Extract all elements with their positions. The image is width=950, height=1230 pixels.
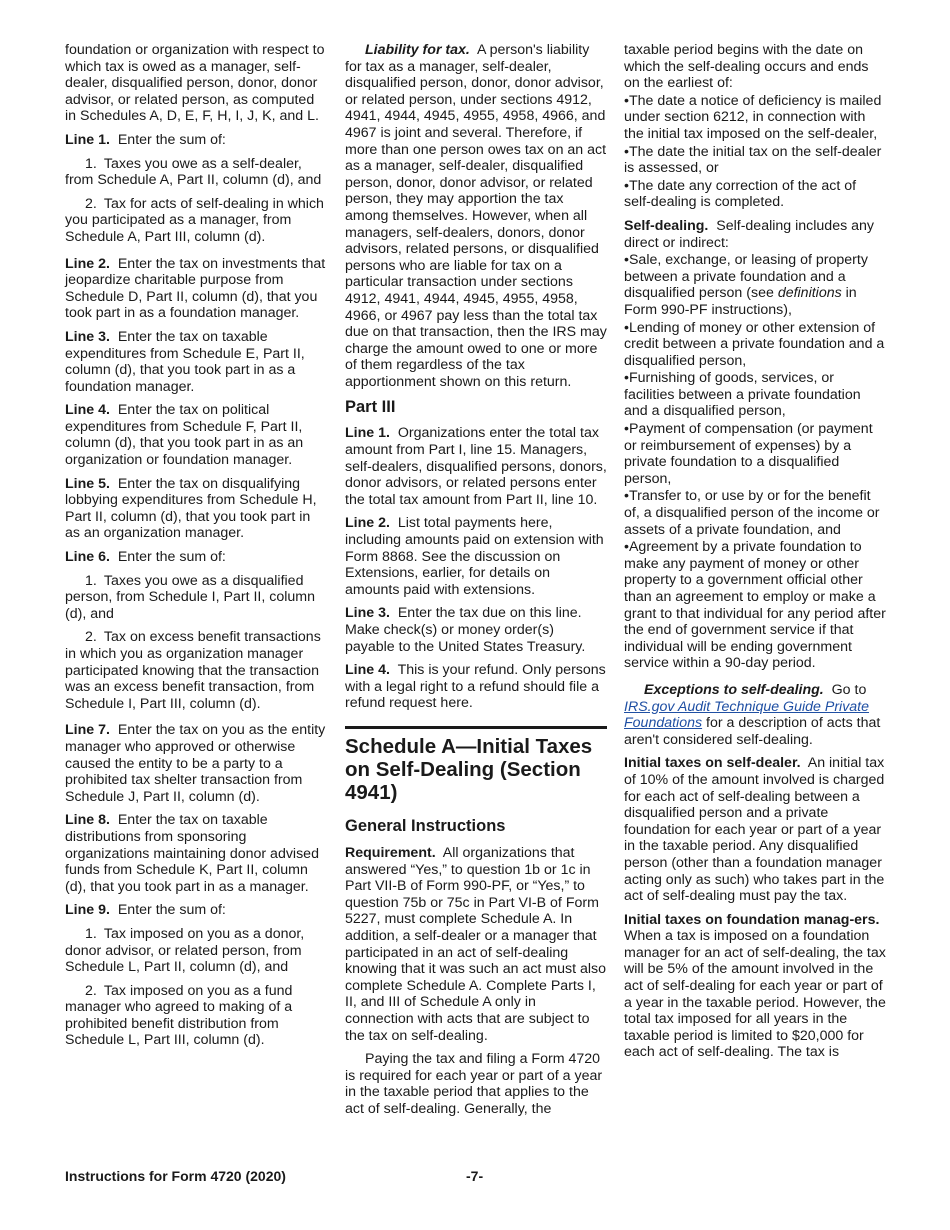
line-6 bbox=[65, 549, 327, 566]
bullet-text: Transfer to, or use by or for the benefit of, a disqualified person of the income or assets of a private foundation, and bbox=[624, 488, 880, 538]
bullet-item bbox=[624, 144, 886, 177]
line-label: Line 2. bbox=[65, 255, 110, 272]
bullet-item bbox=[624, 539, 886, 672]
audit-guide-link[interactable]: IRS.gov Audit Technique Guide Private Foundations bbox=[624, 698, 870, 732]
line-8 bbox=[65, 812, 327, 895]
initial-tax-label: Initial taxes on foundation manag-ers. bbox=[624, 911, 880, 928]
line-2 bbox=[65, 256, 327, 322]
self-dealing-label: Self-dealing. bbox=[624, 217, 709, 234]
line-5 bbox=[65, 476, 327, 542]
exceptions-paragraph bbox=[624, 682, 886, 748]
self-dealing-paragraph bbox=[624, 218, 886, 251]
line-label: Line 2. bbox=[345, 515, 390, 532]
line-label: Line 3. bbox=[65, 328, 110, 345]
paragraph: foundation or organization with respect to which tax is owed as a manager, self-dealer, disqualified person, donor, donor advisor, or related person, as computed in Schedules A, D, E, F, H, I, J, K, and L. bbox=[65, 42, 325, 125]
line-label: Line 4. bbox=[345, 662, 390, 679]
sub-item: 2. Tax imposed on you as a fund manager who agreed to making of a prohibited benefit distribution from Schedule L, Part III, column (d). bbox=[65, 982, 293, 1049]
line-text: Enter the tax on taxable expenditures from Schedule E, Part II, column (d), that you took part in as a foundation manager. bbox=[65, 328, 305, 395]
paying-paragraph: Paying the tax and filing a Form 4720 is required for each year or part of a year in the taxable period that applies to the act of self-dealing. Generally, the bbox=[345, 1051, 603, 1117]
column-left bbox=[65, 42, 327, 1056]
bullet-text: Lending of money or other extension of credit between a private foundation and a disqualified person, bbox=[624, 319, 885, 369]
initial-tax-self-dealer-paragraph bbox=[624, 755, 886, 904]
bullet-item bbox=[624, 370, 886, 420]
line-label: Line 3. bbox=[345, 605, 390, 622]
line-text: Enter the tax on you as the entity manager who approved or otherwise caused the entity to be a party to a prohibited tax shelter transaction from Schedule J, Part II, column (d). bbox=[65, 722, 326, 805]
bullet-icon: • bbox=[624, 252, 629, 269]
footer-form-title: Instructions for Form 4720 (2020) bbox=[65, 1168, 286, 1184]
liability-label: Liability for tax. bbox=[365, 42, 470, 58]
line-text: Enter the sum of: bbox=[117, 902, 226, 919]
bullet-text: The date a notice of deficiency is mailed under section 6212, in connection with the initial tax imposed on the self-dealer, bbox=[624, 92, 882, 142]
part3-line-3 bbox=[345, 605, 607, 655]
bullet-icon: • bbox=[624, 177, 629, 194]
line-text: Enter the tax on taxable distributions from sponsoring organizations maintaining donor advised funds from Schedule K, Part II, column (d), that you took part in as a manager. bbox=[65, 812, 319, 895]
line-text: Enter the tax on political expenditures from Schedule F, Part II, column (d), that you took part in as an organization or foundation manager. bbox=[65, 402, 304, 469]
line-label: Line 7. bbox=[65, 722, 110, 739]
sub-item: 1. Taxes you owe as a self-dealer, from Schedule A, Part II, column (d), and bbox=[65, 155, 322, 189]
line-text: Organizations enter the total tax amount from Part I, line 15. Managers, self-dealers, disqualified persons, donors, donor advisors, or related persons enter the total tax amount from Part II, line 10. bbox=[345, 425, 607, 508]
line-label: Line 5. bbox=[65, 475, 110, 492]
part-iii-heading: Part III bbox=[345, 398, 396, 417]
bullet-icon: • bbox=[624, 92, 629, 109]
initial-tax-text: An initial tax of 10% of the amount involved is charged for each act of self-dealing between a disqualified person and a private foundation for each year or part of a year in the taxable period. Any disqualified person (other than a foundation manager acting only as such) who takes part in the act of self-dealing must pay the tax. bbox=[624, 755, 885, 905]
bullet-icon: • bbox=[624, 370, 629, 387]
schedule-a-title: Schedule A—Initial Taxes on Self-Dealing (Section 4941) bbox=[345, 734, 593, 804]
bullet-icon: • bbox=[624, 488, 629, 505]
part3-line-2 bbox=[345, 515, 607, 598]
line-text: List total payments here, including amounts paid on extension with Form 8868. See the discussion on Extensions, earlier, for details on amounts paid with extensions. bbox=[345, 515, 604, 598]
liability-paragraph bbox=[345, 42, 607, 390]
line-text: Enter the sum of: bbox=[117, 549, 226, 566]
line-text: This is your refund. Only persons with a legal right to a refund should file a refund request here. bbox=[345, 662, 606, 712]
line-label: Line 4. bbox=[65, 402, 110, 419]
part3-line-4 bbox=[345, 662, 607, 712]
bullet-icon: • bbox=[624, 319, 629, 336]
line-label: Line 6. bbox=[65, 549, 110, 566]
bullet-text: The date the initial tax on the self-dealer is assessed, or bbox=[624, 143, 882, 177]
line-7 bbox=[65, 722, 327, 805]
line-text: Enter the tax on investments that jeopardize charitable purpose from Schedule D, Part II, column (d), that you took part in as a foundation manager. bbox=[65, 255, 326, 322]
line-label: Line 8. bbox=[65, 812, 110, 829]
bullet-item bbox=[624, 488, 886, 538]
line-label: Line 1. bbox=[345, 425, 390, 442]
bullet-icon: • bbox=[624, 539, 629, 556]
column-right bbox=[624, 42, 886, 1068]
bullet-text: in Form 990-PF instructions), bbox=[624, 285, 857, 318]
part3-line-1 bbox=[345, 425, 607, 508]
paragraph: taxable period begins with the date on which the self-dealing occurs and ends on the earliest of: bbox=[624, 42, 869, 92]
line-4 bbox=[65, 402, 327, 468]
line-text: Enter the tax on disqualifying lobbying expenditures from Schedule H, Part II, column (d), that you took part in as an organization manager. bbox=[65, 475, 317, 542]
column-middle bbox=[345, 42, 607, 1124]
line-3 bbox=[65, 329, 327, 395]
sub-item: 2. Tax for acts of self-dealing in which you participated as a manager, from Schedule A, Part III, column (d). bbox=[65, 195, 324, 245]
bullet-item bbox=[624, 421, 886, 487]
initial-tax-label: Initial taxes on self-dealer. bbox=[624, 755, 801, 772]
bullet-item bbox=[624, 252, 886, 318]
requirement-text: All organizations that answered “Yes,” to question 1b or 1c in Part VII-B of Form 990-PF, or “Yes,” to question 75b or 75c in Part VI-B of Form 5227, must complete Schedule A. In addition, a self-dealer or a manager that participated in an act of self-dealing knowing that it was such an act must also complete Schedule A. Complete Parts I, II, and III of Schedule A only in connection with acts that are subject to the tax on self-dealing. bbox=[345, 844, 607, 1044]
page-number: -7- bbox=[466, 1168, 484, 1184]
requirement-paragraph bbox=[345, 845, 607, 1044]
section-rule bbox=[345, 726, 607, 729]
bullet-text: The date any correction of the act of self-dealing is completed. bbox=[624, 177, 857, 211]
self-dealing-text: Self-dealing includes any direct or indirect: bbox=[624, 217, 874, 251]
bullet-icon: • bbox=[624, 143, 629, 160]
sub-item: 1. Tax imposed on you as a donor, donor advisor, or related person, from Schedule L, Part II, column (d), and bbox=[65, 925, 305, 976]
line-label: Line 9. bbox=[65, 902, 110, 919]
requirement-label: Requirement. bbox=[345, 844, 436, 861]
sub-item: 1. Taxes you owe as a disqualified person, from Schedule I, Part II, column (d), and bbox=[65, 572, 315, 622]
sub-item: 2. Tax on excess benefit transactions in which you as organization manager participated knowing that the transaction was an excess benefit transaction, from Schedule I, Part III, column (d). bbox=[65, 629, 321, 712]
line-text: Enter the tax due on this line. Make check(s) or money order(s) payable to the United States Treasury. bbox=[345, 605, 586, 655]
bullet-item bbox=[624, 93, 886, 143]
initial-tax-text: When a tax is imposed on a foundation manager for an act of self-dealing, the tax will be 5% of the amount involved in the act of self-dealing for each year or part of a year in the taxable period. However, the total tax imposed for all years in the taxable period is limited to $20,000 for each act of self-dealing. The tax is bbox=[624, 928, 886, 1061]
bullet-item bbox=[624, 320, 886, 370]
liability-text: A person's liability for tax as a manager, self-dealer, disqualified person, donor, donor advisor, or related person, under sections 4912, 4941, 4944, 4945, 4955, 4958, 4966, and 4967 is joint and several. Therefore, if more than one person owes tax on an act as a manager, self-dealer, disqualified person, donor, donor advisor, or related person, they may apportion the tax among themselves. However, when all managers, self-dealers, donors, donor advisors, related persons, or disqualified persons who are liable for tax on a particular transaction under sections 4912, 4941, 4944, 4945, 4955, 4958, 4966, or 4967 pay less than the total tax due on that transaction, then the IRS may charge the amount owed to one or more of them regardless of the tax apportionment shown on this return. bbox=[345, 42, 607, 390]
line-text: Enter the sum of: bbox=[117, 131, 226, 148]
initial-tax-managers-paragraph bbox=[624, 912, 886, 1061]
bullet-text: Furnishing of goods, services, or facilities between a private foundation and a disqualified person, bbox=[624, 370, 861, 420]
bullet-item bbox=[624, 178, 886, 211]
line-label: Line 1. bbox=[65, 131, 110, 148]
line-1 bbox=[65, 132, 327, 149]
exceptions-text: Go to bbox=[831, 681, 867, 698]
bullet-text: Payment of compensation (or payment or reimbursement of expenses) by a private foundation to a disqualified person, bbox=[624, 421, 873, 487]
bullet-icon: • bbox=[624, 421, 629, 438]
exceptions-label: Exceptions to self-dealing. bbox=[644, 681, 824, 698]
bullet-text: Agreement by a private foundation to make any payment of money or other property to a government official other than an agreement to employ or make a grant to that individual for any period after the end of government service if that individual will be ending government service within a 90-day period. bbox=[624, 539, 886, 672]
line-9 bbox=[65, 902, 327, 919]
exceptions-text: for a description of acts that aren't considered self-dealing. bbox=[624, 715, 881, 748]
bullet-text: Sale, exchange, or leasing of property between a private foundation and a disqualified person (see bbox=[624, 252, 868, 302]
general-instructions-heading: General Instructions bbox=[345, 816, 506, 835]
bullet-text-italic: definitions bbox=[777, 285, 842, 302]
